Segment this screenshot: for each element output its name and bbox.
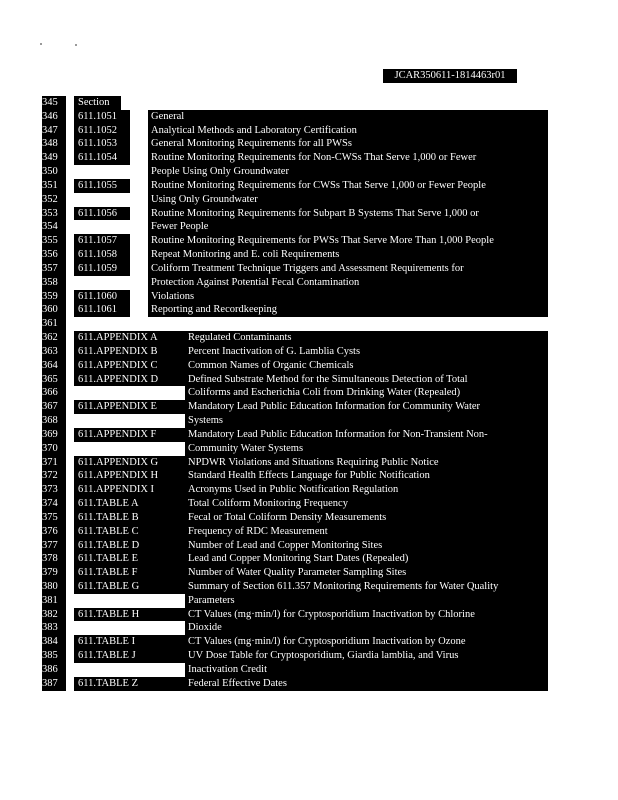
line-number: 376 [42, 525, 66, 539]
section-code: 611.1057 [74, 234, 130, 248]
section-title: Coliforms and Escherichia Coli from Drinking Water (Repealed) [185, 386, 548, 400]
document-line [42, 359, 552, 373]
document-line [42, 386, 552, 400]
document-line [42, 539, 552, 553]
document-line [42, 456, 552, 470]
line-number: 353 [42, 207, 66, 221]
section-title: CT Values (mg·min/l) for Cryptosporidium Inactivation by Chlorine [185, 608, 548, 622]
section-title: UV Dose Table for Cryptosporidium, Giardia lamblia, and Virus [185, 649, 548, 663]
line-number: 369 [42, 428, 66, 442]
section-code: 611.1052 [74, 124, 130, 138]
section-code: 611.1056 [74, 207, 130, 221]
section-code: 611.1054 [74, 151, 130, 165]
document-line [42, 442, 552, 456]
document-line [42, 331, 552, 345]
section-code: 611.TABLE D [74, 539, 187, 553]
section-code: 611.APPENDIX H [74, 469, 187, 483]
line-number: 381 [42, 594, 66, 608]
document-line [42, 262, 552, 276]
line-number: 359 [42, 290, 66, 304]
scan-speck [75, 44, 77, 46]
line-number: 382 [42, 608, 66, 622]
line-number: 357 [42, 262, 66, 276]
section-code: 611.TABLE G [74, 580, 187, 594]
section-code: 611.APPENDIX A [74, 331, 187, 345]
section-code: 611.APPENDIX B [74, 345, 187, 359]
section-code: 611.1053 [74, 137, 130, 151]
document-line [42, 110, 552, 124]
line-number: 374 [42, 497, 66, 511]
line-number: 356 [42, 248, 66, 262]
section-title: General [148, 110, 548, 124]
document-line [42, 303, 552, 317]
document-line [42, 220, 552, 234]
section-title: Percent Inactivation of G. Lamblia Cysts [185, 345, 548, 359]
line-number: 361 [42, 317, 66, 331]
section-title: Protection Against Potential Fecal Contamination [148, 276, 548, 290]
section-title: Standard Health Effects Language for Public Notification [185, 469, 548, 483]
document-line [42, 193, 552, 207]
section-title: Parameters [185, 594, 548, 608]
section-title: Inactivation Credit [185, 663, 548, 677]
document-line [42, 594, 552, 608]
document-line [42, 290, 552, 304]
line-number: 362 [42, 331, 66, 345]
document-line [42, 580, 552, 594]
document-line [42, 483, 552, 497]
document-id: JCAR350611-1814463r01 [383, 69, 517, 83]
line-number: 367 [42, 400, 66, 414]
section-title: Systems [185, 414, 548, 428]
document-line [42, 428, 552, 442]
section-title: Community Water Systems [185, 442, 548, 456]
document-line [42, 96, 552, 110]
document-line [42, 165, 552, 179]
section-code: 611.APPENDIX G [74, 456, 187, 470]
section-code: 611.TABLE C [74, 525, 187, 539]
section-code: 611.1058 [74, 248, 130, 262]
section-code: 611.TABLE E [74, 552, 187, 566]
line-number: 379 [42, 566, 66, 580]
section-title: Common Names of Organic Chemicals [185, 359, 548, 373]
document-line [42, 124, 552, 138]
line-number: 384 [42, 635, 66, 649]
section-code: 611.TABLE F [74, 566, 187, 580]
document-line [42, 248, 552, 262]
section-code: 611.1060 [74, 290, 130, 304]
line-number: 371 [42, 456, 66, 470]
line-number: 378 [42, 552, 66, 566]
document-line [42, 179, 552, 193]
document-line [42, 621, 552, 635]
document-line [42, 608, 552, 622]
section-title: Number of Water Quality Parameter Sampling Sites [185, 566, 548, 580]
section-code: 611.TABLE B [74, 511, 187, 525]
scan-speck [40, 43, 42, 45]
document-line [42, 345, 552, 359]
line-number: 358 [42, 276, 66, 290]
section-title: Routine Monitoring Requirements for CWSs That Serve 1,000 or Fewer People [148, 179, 548, 193]
section-title: Federal Effective Dates [185, 677, 548, 691]
section-title: Violations [148, 290, 548, 304]
document-line [42, 207, 552, 221]
section-title: Number of Lead and Copper Monitoring Sites [185, 539, 548, 553]
section-title: Regulated Contaminants [185, 331, 548, 345]
section-title: Analytical Methods and Laboratory Certification [148, 124, 548, 138]
document-line [42, 525, 552, 539]
document-line [42, 317, 552, 331]
line-number: 364 [42, 359, 66, 373]
document-line [42, 663, 552, 677]
document-line [42, 677, 552, 691]
section-code: 611.TABLE J [74, 649, 187, 663]
section-title: Using Only Groundwater [148, 193, 548, 207]
section-title: NPDWR Violations and Situations Requiring Public Notice [185, 456, 548, 470]
section-code: 611.TABLE A [74, 497, 187, 511]
section-title: CT Values (mg·min/l) for Cryptosporidium Inactivation by Ozone [185, 635, 548, 649]
section-title: Coliform Treatment Technique Triggers and Assessment Requirements for [148, 262, 548, 276]
document-line [42, 151, 552, 165]
document-line [42, 635, 552, 649]
section-code: 611.APPENDIX D [74, 373, 187, 387]
section-title: Fewer People [148, 220, 548, 234]
document-line [42, 552, 552, 566]
section-title: People Using Only Groundwater [148, 165, 548, 179]
line-number: 380 [42, 580, 66, 594]
document-line [42, 276, 552, 290]
section-code: 611.APPENDIX E [74, 400, 187, 414]
line-number: 363 [42, 345, 66, 359]
section-title: Mandatory Lead Public Education Information for Community Water [185, 400, 548, 414]
document-line [42, 400, 552, 414]
section-code: 611.APPENDIX I [74, 483, 187, 497]
document-line [42, 373, 552, 387]
section-code: 611.1055 [74, 179, 130, 193]
document-line [42, 234, 552, 248]
line-number: 349 [42, 151, 66, 165]
line-number: 346 [42, 110, 66, 124]
section-title: General Monitoring Requirements for all PWSs [148, 137, 548, 151]
line-number: 373 [42, 483, 66, 497]
section-title: Reporting and Recordkeeping [148, 303, 548, 317]
line-number: 348 [42, 137, 66, 151]
section-code: 611.1061 [74, 303, 130, 317]
section-code: 611.TABLE Z [74, 677, 187, 691]
line-number: 372 [42, 469, 66, 483]
section-code: 611.1059 [74, 262, 130, 276]
section-title: Mandatory Lead Public Education Information for Non-Transient Non- [185, 428, 548, 442]
line-number: 375 [42, 511, 66, 525]
document-line [42, 566, 552, 580]
section-code: Section [74, 96, 121, 110]
document-line [42, 649, 552, 663]
line-number: 370 [42, 442, 66, 456]
line-number: 365 [42, 373, 66, 387]
document-line [42, 497, 552, 511]
section-title: Routine Monitoring Requirements for PWSs That Serve More Than 1,000 People [148, 234, 548, 248]
line-number: 385 [42, 649, 66, 663]
line-number: 368 [42, 414, 66, 428]
line-number: 350 [42, 165, 66, 179]
section-code: 611.APPENDIX C [74, 359, 187, 373]
line-number: 347 [42, 124, 66, 138]
line-number: 360 [42, 303, 66, 317]
section-title: Acronyms Used in Public Notification Regulation [185, 483, 548, 497]
section-code: 611.APPENDIX F [74, 428, 187, 442]
section-title: Total Coliform Monitoring Frequency [185, 497, 548, 511]
line-number: 352 [42, 193, 66, 207]
document-line [42, 137, 552, 151]
document-line [42, 511, 552, 525]
line-number: 351 [42, 179, 66, 193]
section-title: Lead and Copper Monitoring Start Dates (Repealed) [185, 552, 548, 566]
line-number: 386 [42, 663, 66, 677]
line-numbered-contents [42, 96, 552, 691]
line-number: 354 [42, 220, 66, 234]
section-code: 611.TABLE H [74, 608, 187, 622]
line-number: 345 [42, 96, 66, 110]
line-number: 377 [42, 539, 66, 553]
line-number: 355 [42, 234, 66, 248]
document-line [42, 469, 552, 483]
line-number: 366 [42, 386, 66, 400]
section-code: 611.TABLE I [74, 635, 187, 649]
line-number: 387 [42, 677, 66, 691]
line-number: 383 [42, 621, 66, 635]
section-title: Defined Substrate Method for the Simultaneous Detection of Total [185, 373, 548, 387]
document-line [42, 414, 552, 428]
section-title: Repeat Monitoring and E. coli Requirements [148, 248, 548, 262]
section-title: Summary of Section 611.357 Monitoring Requirements for Water Quality [185, 580, 548, 594]
section-title: Fecal or Total Coliform Density Measurements [185, 511, 548, 525]
section-title: Frequency of RDC Measurement [185, 525, 548, 539]
section-code: 611.1051 [74, 110, 130, 124]
section-title: Routine Monitoring Requirements for Non-CWSs That Serve 1,000 or Fewer [148, 151, 548, 165]
section-title: Routine Monitoring Requirements for Subpart B Systems That Serve 1,000 or [148, 207, 548, 221]
section-title: Dioxide [185, 621, 548, 635]
